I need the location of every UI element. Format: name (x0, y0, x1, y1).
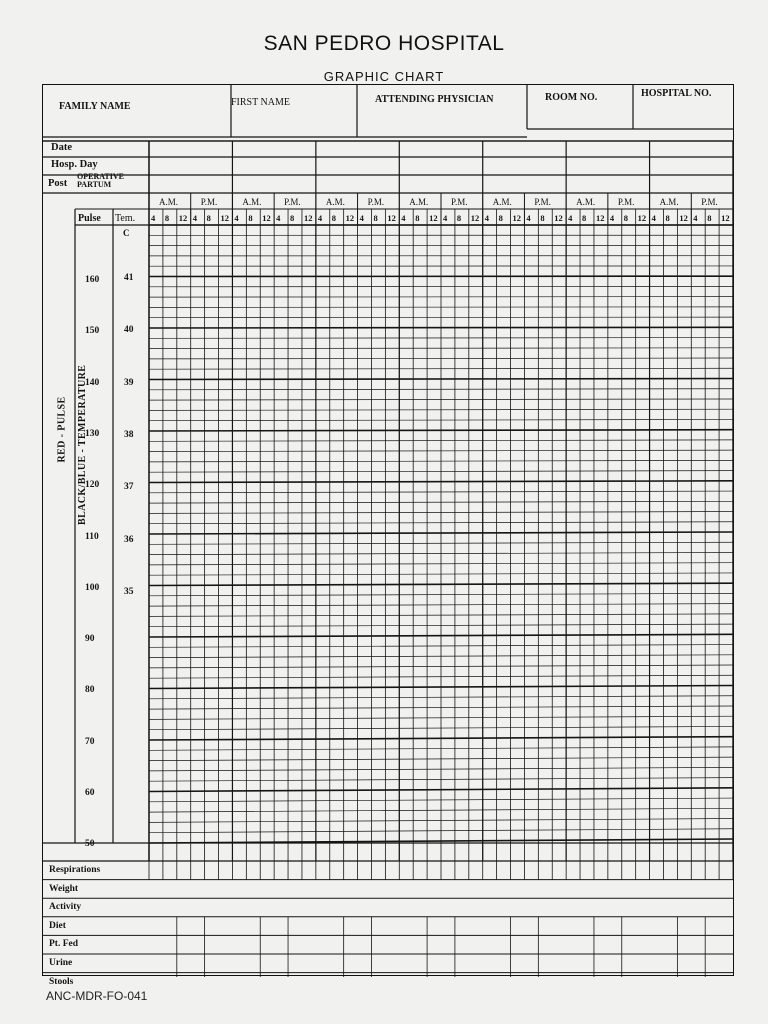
minor-grid-line (149, 338, 733, 339)
pulse-scale-label: 50 (85, 839, 95, 850)
major-grid-line (149, 379, 733, 380)
hour-label: 12 (679, 213, 688, 223)
hour-label: 8 (415, 213, 420, 223)
major-grid-line (149, 532, 733, 534)
temp-scale-label: 39 (124, 377, 134, 388)
hour-label: 4 (526, 213, 531, 223)
pm-label: P.M. (534, 197, 551, 207)
hour-label: 4 (484, 213, 489, 223)
am-label: A.M. (325, 197, 345, 207)
hour-label: 4 (443, 213, 448, 223)
hour-label: 12 (470, 213, 480, 223)
legend-temperature: BLACK/BLUE - TEMPERATURE (77, 364, 88, 525)
bottom-row-label: Diet (49, 920, 66, 931)
pm-label: P.M. (451, 197, 468, 207)
hour-label: 8 (456, 213, 462, 223)
hour-label: 12 (262, 213, 271, 223)
pulse-scale-label: 60 (85, 788, 95, 798)
temp-unit-label: C (123, 228, 130, 238)
hour-label: 4 (609, 213, 615, 223)
hour-label: 4 (234, 213, 239, 223)
bottom-row-label: Pt. Fed (49, 939, 79, 950)
first-name-field[interactable] (231, 85, 357, 137)
minor-grid-line (149, 358, 733, 359)
hour-label: 8 (290, 213, 295, 223)
hour-label: 4 (359, 213, 364, 223)
am-label: A.M. (242, 197, 262, 207)
major-grid-line (149, 430, 733, 431)
minor-grid-line (149, 368, 733, 369)
hosp-day-label: Hosp. Day (51, 159, 98, 170)
major-grid-line (149, 327, 733, 328)
hour-label: 4 (651, 213, 656, 223)
minor-grid-line (149, 348, 733, 349)
hour-label: 8 (373, 213, 378, 223)
pulse-scale-label: 120 (85, 480, 100, 491)
pulse-scale-label: 70 (85, 736, 95, 747)
pm-label: P.M. (701, 197, 718, 207)
hour-label: 8 (248, 213, 253, 223)
hour-label: 4 (151, 213, 156, 223)
am-label: A.M. (576, 197, 596, 207)
hospital-name: SAN PEDRO HOSPITAL (263, 32, 505, 55)
pulse-header: Pulse (78, 213, 101, 224)
am-label: A.M. (409, 197, 429, 207)
hour-label: 4 (693, 213, 698, 223)
hour-label: 12 (512, 213, 522, 223)
attending-physician-label: ATTENDING PHYSICIAN (375, 94, 494, 105)
hour-label: 12 (178, 213, 188, 223)
post-operative-label: OPERATIVE (77, 172, 124, 181)
legend-pulse: RED - PULSE (56, 396, 68, 463)
hour-label: 8 (707, 213, 712, 223)
hour-label: 12 (595, 213, 605, 223)
first-name-label: FIRST NAME (231, 97, 290, 108)
minor-grid-line (149, 317, 733, 318)
hour-label: 8 (164, 213, 170, 223)
hour-label: 12 (220, 213, 230, 223)
bottom-row-label: Respirations (49, 865, 101, 875)
pulse-scale-label: 100 (85, 582, 100, 593)
minor-grid-line (149, 307, 733, 308)
pm-label: P.M. (200, 197, 218, 207)
am-label: A.M. (659, 197, 679, 207)
hour-label: 12 (554, 213, 563, 223)
pulse-scale-label: 110 (85, 531, 99, 542)
bottom-row-label: Stools (49, 976, 74, 987)
temp-scale-label: 38 (124, 429, 134, 440)
hour-label: 12 (387, 213, 396, 223)
bottom-row-label: Urine (49, 958, 73, 968)
hour-label: 12 (429, 213, 438, 223)
temp-header: Tem. (115, 213, 136, 224)
hospital-no-label: HOSPITAL NO. (641, 88, 712, 99)
hour-label: 4 (568, 213, 573, 223)
pm-label: P.M. (367, 197, 385, 207)
post-label: Post (48, 178, 68, 189)
hour-label: 4 (276, 213, 281, 223)
post-partum-label: PARTUM (77, 180, 112, 189)
hour-label: 4 (192, 213, 197, 223)
family-name-label: FAMILY NAME (59, 101, 131, 112)
bottom-row-label: Activity (49, 902, 82, 913)
hour-label: 8 (331, 213, 336, 223)
chart-title: GRAPHIC CHART (323, 69, 445, 84)
temp-scale-label: 36 (124, 534, 134, 545)
attending-physician-field[interactable] (357, 85, 527, 137)
hour-label: 12 (721, 213, 730, 223)
pm-label: P.M. (284, 197, 301, 207)
pulse-scale-label: 160 (85, 275, 100, 285)
pulse-scale-label: 90 (85, 634, 95, 645)
temp-scale-label: 37 (124, 482, 134, 493)
hour-label: 4 (317, 213, 323, 223)
pm-label: P.M. (617, 197, 635, 207)
pulse-scale-label: 80 (85, 685, 95, 696)
hour-label: 8 (540, 213, 545, 223)
hour-label: 12 (303, 213, 313, 223)
temp-scale-label: 35 (124, 586, 134, 597)
major-grid-line (149, 481, 733, 483)
hour-label: 12 (637, 213, 647, 223)
hour-label: 12 (345, 213, 355, 223)
am-label: A.M. (159, 197, 179, 207)
room-no-label: ROOM NO. (545, 92, 598, 103)
hour-label: 8 (623, 213, 628, 223)
date-label: Date (51, 142, 72, 153)
temp-scale-label: 41 (124, 273, 134, 283)
temp-scale-label: 40 (124, 325, 134, 336)
am-label: A.M. (492, 197, 512, 207)
bottom-row-label: Weight (49, 883, 79, 894)
graphic-chart-form (42, 84, 734, 987)
hour-label: 8 (582, 213, 587, 223)
hour-label: 4 (401, 213, 406, 223)
pulse-scale-label: 150 (85, 326, 100, 337)
hour-label: 8 (498, 213, 503, 223)
pulse-scale-label: 140 (85, 377, 100, 388)
hour-label: 8 (665, 213, 670, 223)
hour-label: 8 (206, 213, 211, 223)
form-code: ANC-MDR-FO-041 (46, 989, 148, 1003)
pulse-scale-label: 130 (85, 428, 100, 439)
